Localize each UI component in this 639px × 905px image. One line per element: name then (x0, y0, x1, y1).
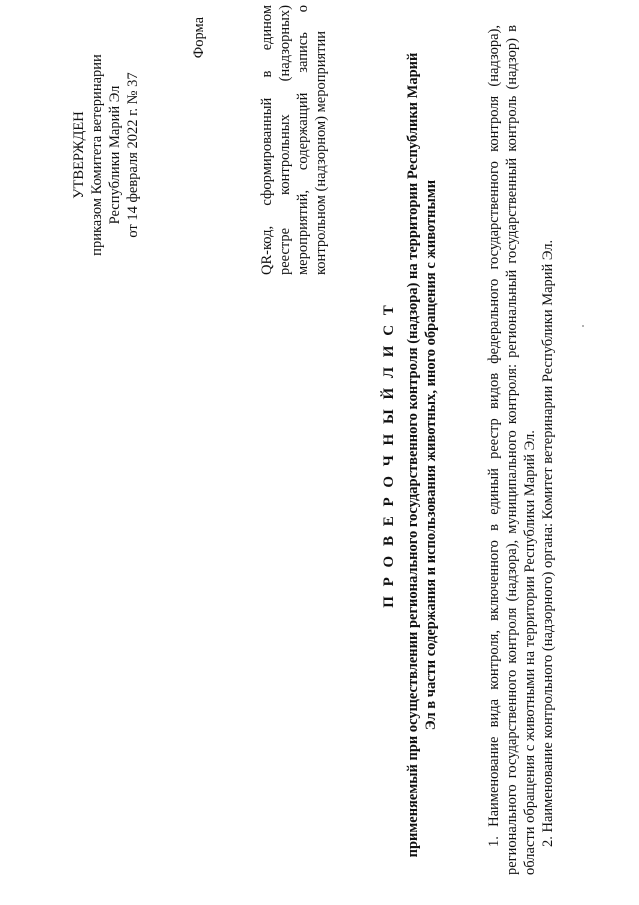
item-2: 2. Наименование контрольного (надзорного) органа: Комитет ветеринарии Республики Марий Эл. (540, 239, 556, 847)
document-heading (380, 45, 440, 865)
document-title: П Р О В Е Р О Ч Н Ы Й Л И С Т (381, 302, 397, 608)
approval-line-1: приказом Комитета ветеринарии (89, 54, 105, 256)
document-subtitle: применяемый при осуществлении регионального государственного контроля (надзора) на территории Республики Марий Эл в части содержания и использования животных, иного обращения с животными (405, 52, 439, 858)
form-label: Форма (191, 17, 207, 59)
qr-code-note: QR-код, сформированный в едином реестре контрольных (надзорных) мероприятий, содержащий запись о контрольном (надзорном) мероприятии (259, 5, 329, 275)
numbered-items (485, 25, 557, 875)
approval-line-3: от 14 февраля 2022 г. № 37 (125, 72, 141, 238)
approval-heading: УТВЕРЖДЕН (71, 111, 87, 199)
approval-stamp (70, 25, 142, 285)
approval-line-2: Республики Марий Эл (107, 85, 123, 225)
item-1: 1. Наименование вида контроля, включенного в единый реестр видов федерального государственного контроля (надзора), регионального государственного контроля (надзора), муниципального контроля: региональный государственный контроль (надзор) в области обращения с животными на территории Республики Марий Эл. (486, 25, 538, 875)
scan-speck (582, 325, 584, 327)
